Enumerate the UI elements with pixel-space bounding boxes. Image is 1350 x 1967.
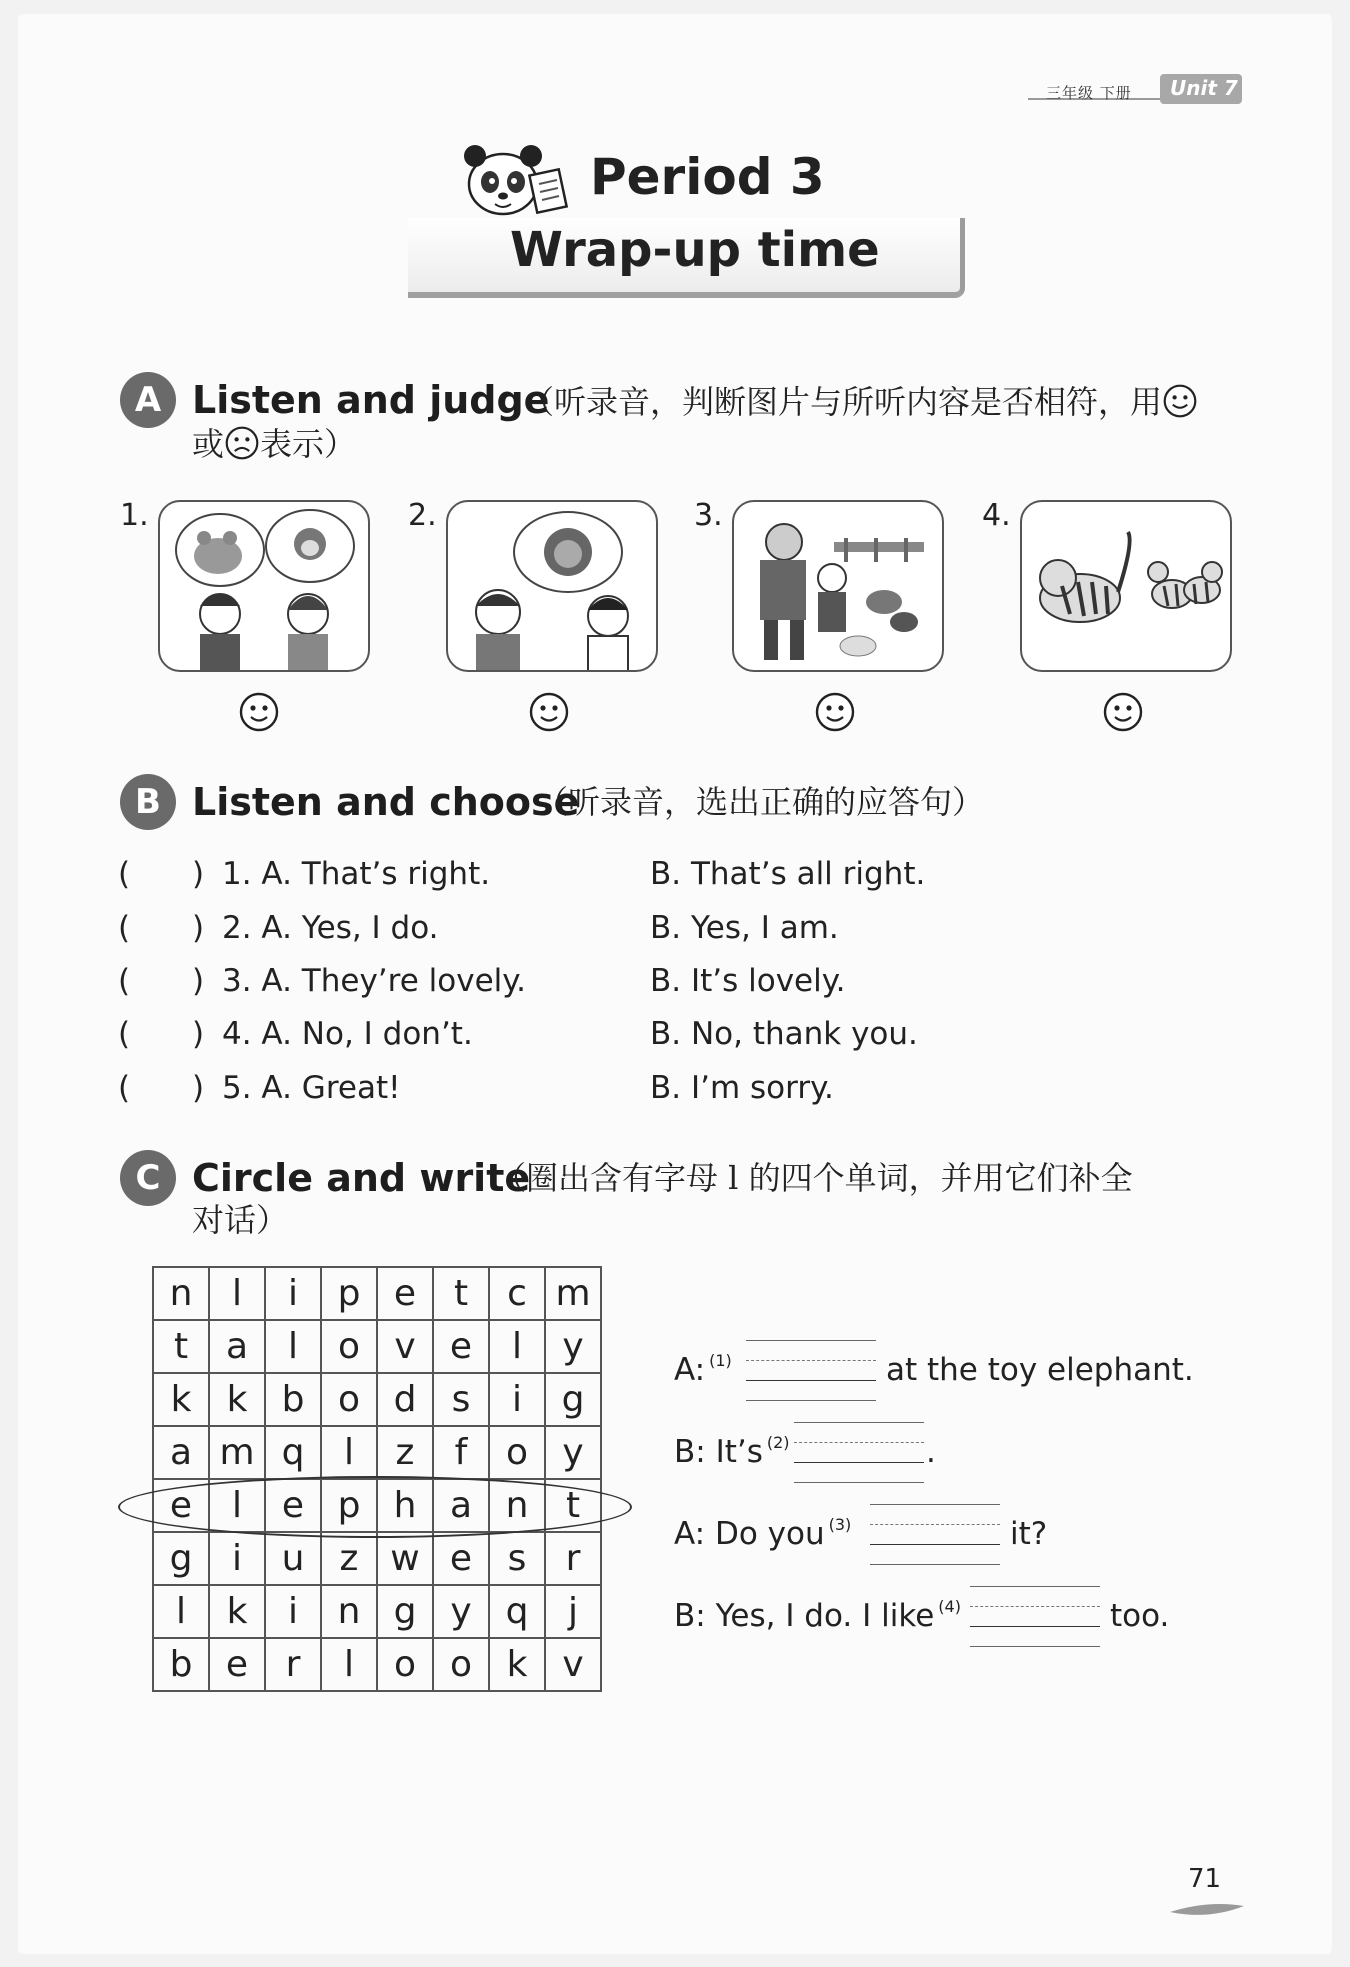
smile-face-icon-4[interactable] <box>1103 692 1143 732</box>
grid-cell[interactable]: e <box>265 1479 321 1532</box>
option-b: B. No, thank you. <box>650 1016 918 1052</box>
option-a: 4. A. No, I don’t. <box>222 1016 473 1052</box>
section-b-title: Listen and choose <box>192 780 580 824</box>
grid-cell[interactable]: y <box>545 1426 601 1479</box>
option-a: 1. A. That’s right. <box>222 856 491 892</box>
grid-cell[interactable]: g <box>377 1585 433 1638</box>
answer-close-paren: ) <box>192 1070 205 1106</box>
picture-3 <box>732 500 944 672</box>
picture-4 <box>1020 500 1232 672</box>
dialogue-line-1-end: at the toy elephant. <box>886 1352 1194 1388</box>
grid-cell[interactable]: g <box>545 1373 601 1426</box>
smile-face-icon-3[interactable] <box>815 692 855 732</box>
picture-number-2: 2. <box>408 498 437 533</box>
grid-cell[interactable]: e <box>433 1532 489 1585</box>
option-b: B. I’m sorry. <box>650 1070 834 1106</box>
grid-row <box>153 1426 601 1479</box>
dialogue-line-4: B: Yes, I do. I like $^{(4)}$ <box>674 1597 961 1634</box>
answer-open-paren[interactable]: ( <box>118 910 131 946</box>
grid-cell[interactable]: z <box>321 1532 377 1585</box>
grid-cell[interactable]: s <box>489 1532 545 1585</box>
picture-number-3: 3. <box>694 498 723 533</box>
grid-cell[interactable]: o <box>489 1426 545 1479</box>
answer-open-paren[interactable]: ( <box>118 1016 131 1052</box>
grid-cell[interactable]: o <box>377 1638 433 1691</box>
section-a-hint: （听录音，判断图片与所听内容是否相符，用 <box>522 380 1198 424</box>
grid-cell[interactable]: y <box>545 1320 601 1373</box>
answer-blank-4[interactable] <box>970 1586 1100 1646</box>
header-grade: 三年级 下册 <box>1046 84 1132 102</box>
title-period: Period 3 <box>590 148 825 206</box>
grid-cell[interactable]: k <box>209 1373 265 1426</box>
section-b-badge: B <box>120 774 176 830</box>
grid-cell[interactable]: l <box>321 1426 377 1479</box>
grid-row <box>153 1532 601 1585</box>
grid-cell[interactable]: t <box>545 1479 601 1532</box>
grid-cell[interactable]: l <box>209 1479 265 1532</box>
grid-cell[interactable]: l <box>209 1267 265 1320</box>
example-circle <box>118 1476 632 1538</box>
grid-cell[interactable]: p <box>321 1267 377 1320</box>
grid-cell[interactable]: e <box>153 1479 209 1532</box>
header-unit-label: Unit 7 <box>1170 76 1238 100</box>
grid-cell[interactable]: k <box>209 1585 265 1638</box>
section-c-title: Circle and write <box>192 1156 531 1200</box>
grid-cell[interactable]: n <box>489 1479 545 1532</box>
answer-close-paren: ) <box>192 1016 205 1052</box>
sad-face-icon <box>224 425 260 461</box>
answer-blank-2[interactable] <box>794 1422 924 1482</box>
grid-cell[interactable]: i <box>489 1373 545 1426</box>
grid-cell[interactable]: g <box>153 1532 209 1585</box>
grid-cell[interactable]: t <box>153 1320 209 1373</box>
grid-cell[interactable]: q <box>265 1426 321 1479</box>
picture-1 <box>158 500 370 672</box>
grid-row <box>153 1638 601 1691</box>
answer-close-paren: ) <box>192 856 205 892</box>
grid-cell[interactable]: k <box>153 1373 209 1426</box>
grid-cell[interactable]: o <box>321 1373 377 1426</box>
grid-cell[interactable]: e <box>377 1267 433 1320</box>
answer-blank-3[interactable] <box>870 1504 1000 1564</box>
grid-row <box>153 1585 601 1638</box>
dialogue-line-3-end: it? <box>1010 1516 1048 1552</box>
grid-cell[interactable]: a <box>153 1426 209 1479</box>
grid-cell[interactable]: i <box>265 1267 321 1320</box>
picture-2 <box>446 500 658 672</box>
section-c-hint-line2: 对话） <box>192 1201 289 1239</box>
option-a: 2. A. Yes, I do. <box>222 910 439 946</box>
header-unit-tab <box>1160 74 1242 104</box>
grid-cell[interactable]: i <box>265 1585 321 1638</box>
grid-cell[interactable]: d <box>377 1373 433 1426</box>
grid-cell[interactable]: o <box>433 1638 489 1691</box>
smile-face-icon-2[interactable] <box>529 692 569 732</box>
answer-open-paren[interactable]: ( <box>118 856 131 892</box>
grid-cell[interactable]: c <box>489 1267 545 1320</box>
grid-cell[interactable]: r <box>265 1638 321 1691</box>
grid-cell[interactable]: y <box>433 1585 489 1638</box>
dialogue-line-4-end: too. <box>1110 1598 1170 1634</box>
grid-cell[interactable]: p <box>321 1479 377 1532</box>
picture-number-4: 4. <box>982 498 1011 533</box>
grid-cell[interactable]: f <box>433 1426 489 1479</box>
grid-cell[interactable]: l <box>321 1638 377 1691</box>
section-b-hint: （听录音，选出正确的应答句） <box>536 783 985 821</box>
section-a-badge: A <box>120 372 176 428</box>
grid-cell[interactable]: b <box>153 1638 209 1691</box>
grid-row <box>153 1320 601 1373</box>
answer-close-paren: ) <box>192 963 205 999</box>
grid-row <box>153 1267 601 1320</box>
grid-cell[interactable]: o <box>321 1320 377 1373</box>
option-b: B. That’s all right. <box>650 856 926 892</box>
answer-open-paren[interactable]: ( <box>118 963 131 999</box>
dialogue-line-3: A: Do you $^{(3)}$ <box>674 1515 852 1552</box>
page-swoosh-icon <box>1168 1898 1246 1918</box>
section-c-hint: （圈出含有字母 l 的四个单词，并用它们补全 <box>494 1159 1133 1197</box>
answer-blank-1[interactable] <box>746 1340 876 1400</box>
grid-cell[interactable]: e <box>209 1638 265 1691</box>
grid-cell[interactable]: a <box>209 1320 265 1373</box>
grid-cell[interactable]: l <box>489 1320 545 1373</box>
smile-face-icon-1[interactable] <box>239 692 279 732</box>
page-number: 71 <box>1188 1864 1222 1894</box>
grid-cell[interactable]: a <box>433 1479 489 1532</box>
panda-icon <box>455 132 580 232</box>
grid-cell[interactable]: m <box>545 1267 601 1320</box>
answer-close-paren: ) <box>192 910 205 946</box>
grid-cell[interactable]: r <box>545 1532 601 1585</box>
grid-cell[interactable]: w <box>377 1532 433 1585</box>
grid-cell[interactable]: l <box>153 1585 209 1638</box>
grid-cell[interactable]: i <box>209 1532 265 1585</box>
section-a-hint-line2: 或 表示） <box>192 425 357 463</box>
grid-cell[interactable]: j <box>545 1585 601 1638</box>
section-a-title: Listen and judge <box>192 378 550 422</box>
grid-cell[interactable]: z <box>377 1426 433 1479</box>
option-a: 5. A. Great! <box>222 1070 401 1106</box>
section-c-badge: C <box>120 1150 176 1206</box>
grid-cell[interactable]: t <box>433 1267 489 1320</box>
grid-cell[interactable]: n <box>153 1267 209 1320</box>
answer-open-paren[interactable]: ( <box>118 1070 131 1106</box>
dialogue-line-2: B: It’s $^{(2)}$ <box>674 1433 790 1470</box>
grid-cell[interactable]: v <box>545 1638 601 1691</box>
grid-cell[interactable]: l <box>265 1320 321 1373</box>
grid-cell[interactable]: s <box>433 1373 489 1426</box>
title-wrapup: Wrap-up time <box>510 222 880 278</box>
grid-cell[interactable]: u <box>265 1532 321 1585</box>
grid-row <box>153 1373 601 1426</box>
grid-cell[interactable]: q <box>489 1585 545 1638</box>
dialogue-line-2-end: . <box>926 1434 936 1470</box>
option-b: B. It’s lovely. <box>650 963 846 999</box>
option-a: 3. A. They’re lovely. <box>222 963 527 999</box>
grid-cell[interactable]: k <box>489 1638 545 1691</box>
dialogue-line-1: A: $^{(1)}$ <box>674 1351 732 1388</box>
picture-number-1: 1. <box>120 498 149 533</box>
smile-face-icon <box>1162 383 1198 419</box>
grid-cell[interactable]: e <box>433 1320 489 1373</box>
grid-cell[interactable]: h <box>377 1479 433 1532</box>
grid-cell[interactable]: b <box>265 1373 321 1426</box>
option-b: B. Yes, I am. <box>650 910 839 946</box>
grid-cell[interactable]: n <box>321 1585 377 1638</box>
grid-cell[interactable]: m <box>209 1426 265 1479</box>
grid-cell[interactable]: v <box>377 1320 433 1373</box>
